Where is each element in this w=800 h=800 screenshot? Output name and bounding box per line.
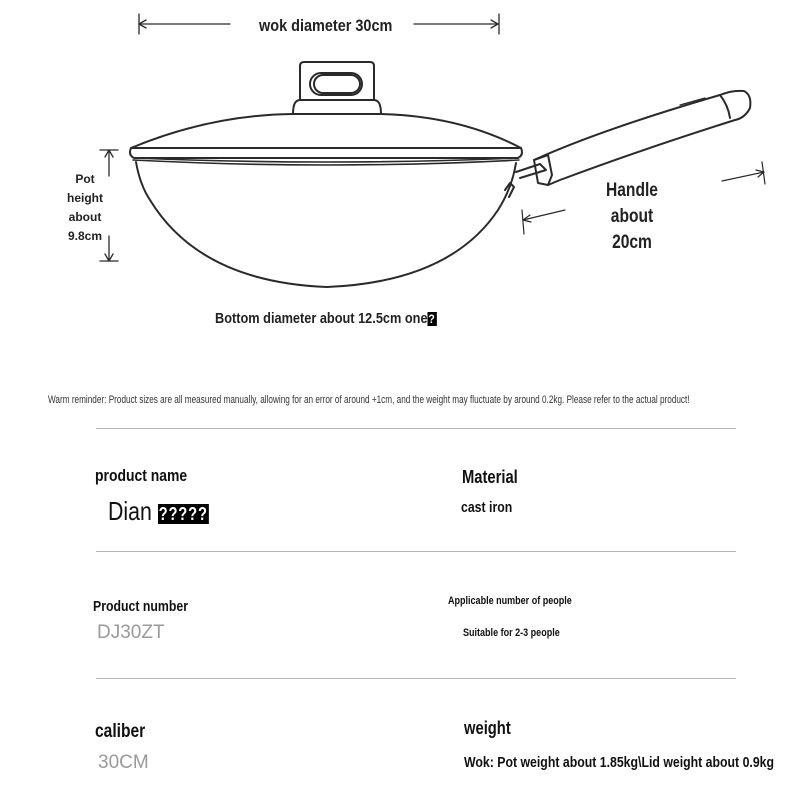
divider-2	[96, 551, 736, 552]
pot-height-line-1: Pot	[75, 172, 95, 186]
divider-1	[96, 428, 736, 429]
product-name-value	[108, 496, 209, 527]
material-label: Material	[462, 467, 518, 487]
pot-height-line-2: height	[67, 191, 103, 205]
product-name-label: product name	[95, 466, 188, 485]
handle-length-label	[583, 178, 681, 256]
product-name-text: Dian	[108, 496, 152, 526]
warm-reminder: Warm reminder: Product sizes are all measured manually, allowing for an error of around +1cm, and the weight may fluctuate by around 0.2kg. Please refer to the actual product!	[48, 394, 690, 406]
product-name-glyphs: ?????	[158, 504, 208, 524]
handle-label-line-1: Handle about	[606, 180, 658, 227]
wok-bowl	[136, 162, 516, 287]
product-number-value: DJ30ZT	[97, 622, 165, 643]
divider-3	[96, 678, 736, 679]
caliber-value: 30CM	[98, 752, 149, 773]
bottom-diameter-label	[215, 310, 436, 327]
lid	[131, 114, 521, 148]
unknown-glyph: ?	[428, 312, 436, 326]
pot-height-line-4: 9.8cm	[67, 229, 103, 243]
wok-illustration	[0, 0, 800, 340]
pot-height-line-3: about	[68, 210, 102, 224]
material-value: cast iron	[461, 499, 513, 516]
weight-label: weight	[464, 718, 511, 738]
applicable-people-value: Suitable for 2-3 people	[463, 627, 560, 639]
wok-handle	[516, 91, 750, 185]
applicable-people-label: Applicable number of people	[448, 595, 572, 607]
wok-diameter-label: wok diameter 30cm	[259, 16, 393, 35]
bottom-diameter-text: Bottom diameter about 12.5cm one	[215, 310, 428, 327]
caliber-label: caliber	[95, 721, 146, 742]
weight-value: Wok: Pot weight about 1.85kg\Lid weight about 0.9kg	[464, 754, 775, 771]
product-number-label: Product number	[93, 598, 188, 615]
wok-rim	[130, 148, 522, 158]
lid-knob	[293, 62, 381, 114]
pot-height-label	[64, 170, 106, 246]
handle-label-line-2: 20cm	[612, 232, 652, 253]
